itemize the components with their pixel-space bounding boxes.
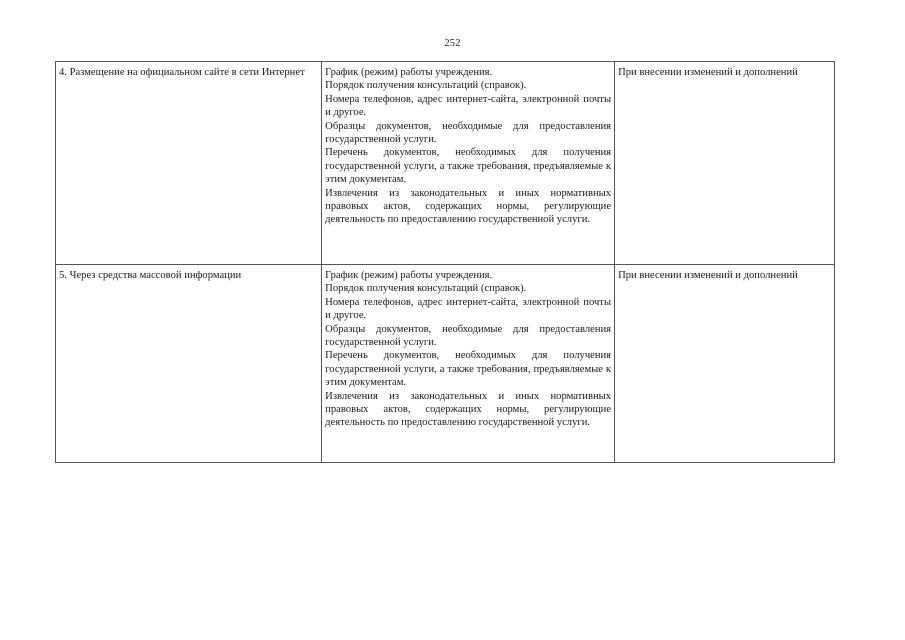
content-item: Образцы документов, необходимые для предоставления государственной услуги. [325,120,612,146]
method-cell [56,62,322,265]
content-item: Извлечения из законодательных и иных нормативных правовых актов, содержащих нормы, регулирующие деятельность по предоставлению государственной услуги. [325,187,612,226]
content-item: Перечень документов, необходимых для получения государственной услуги, а также требования, предъявляемые к этим документам. [325,147,612,186]
content-item: Номера телефонов, адрес интернет-сайта, электронной почты и другое. [325,296,612,322]
content-cell [322,62,615,265]
table-row [56,62,835,265]
content-item: Порядок получения консультаций (справок). [325,80,527,92]
method-text: 5. Через средства массовой информации [59,270,242,281]
method-cell [56,265,322,463]
content-item: График (режим) работы учреждения. [325,67,493,78]
content-item: Порядок получения консультаций (справок). [325,283,527,295]
information-methods-table [55,61,835,463]
content-item: График (режим) работы учреждения. [325,270,493,281]
page-number: 252 [444,38,461,49]
content-item: Образцы документов, необходимые для предоставления государственной услуги. [325,323,612,349]
content-item: Перечень документов, необходимых для получения государственной услуги, а также требования, предъявляемые к этим документам. [325,350,612,389]
content-item: Номера телефонов, адрес интернет-сайта, электронной почты и другое. [325,93,612,119]
table-row [56,265,835,463]
frequency-text: При внесении изменений и дополнений [618,67,798,78]
frequency-cell [615,265,835,463]
content-item: Извлечения из законодательных и иных нормативных правовых актов, содержащих нормы, регулирующие деятельность по предоставлению государственной услуги. [325,390,612,429]
frequency-cell [615,62,835,265]
method-text: 4. Размещение на официальном сайте в сети Интернет [59,67,305,78]
content-cell [322,265,615,463]
frequency-text: При внесении изменений и дополнений [618,270,798,281]
